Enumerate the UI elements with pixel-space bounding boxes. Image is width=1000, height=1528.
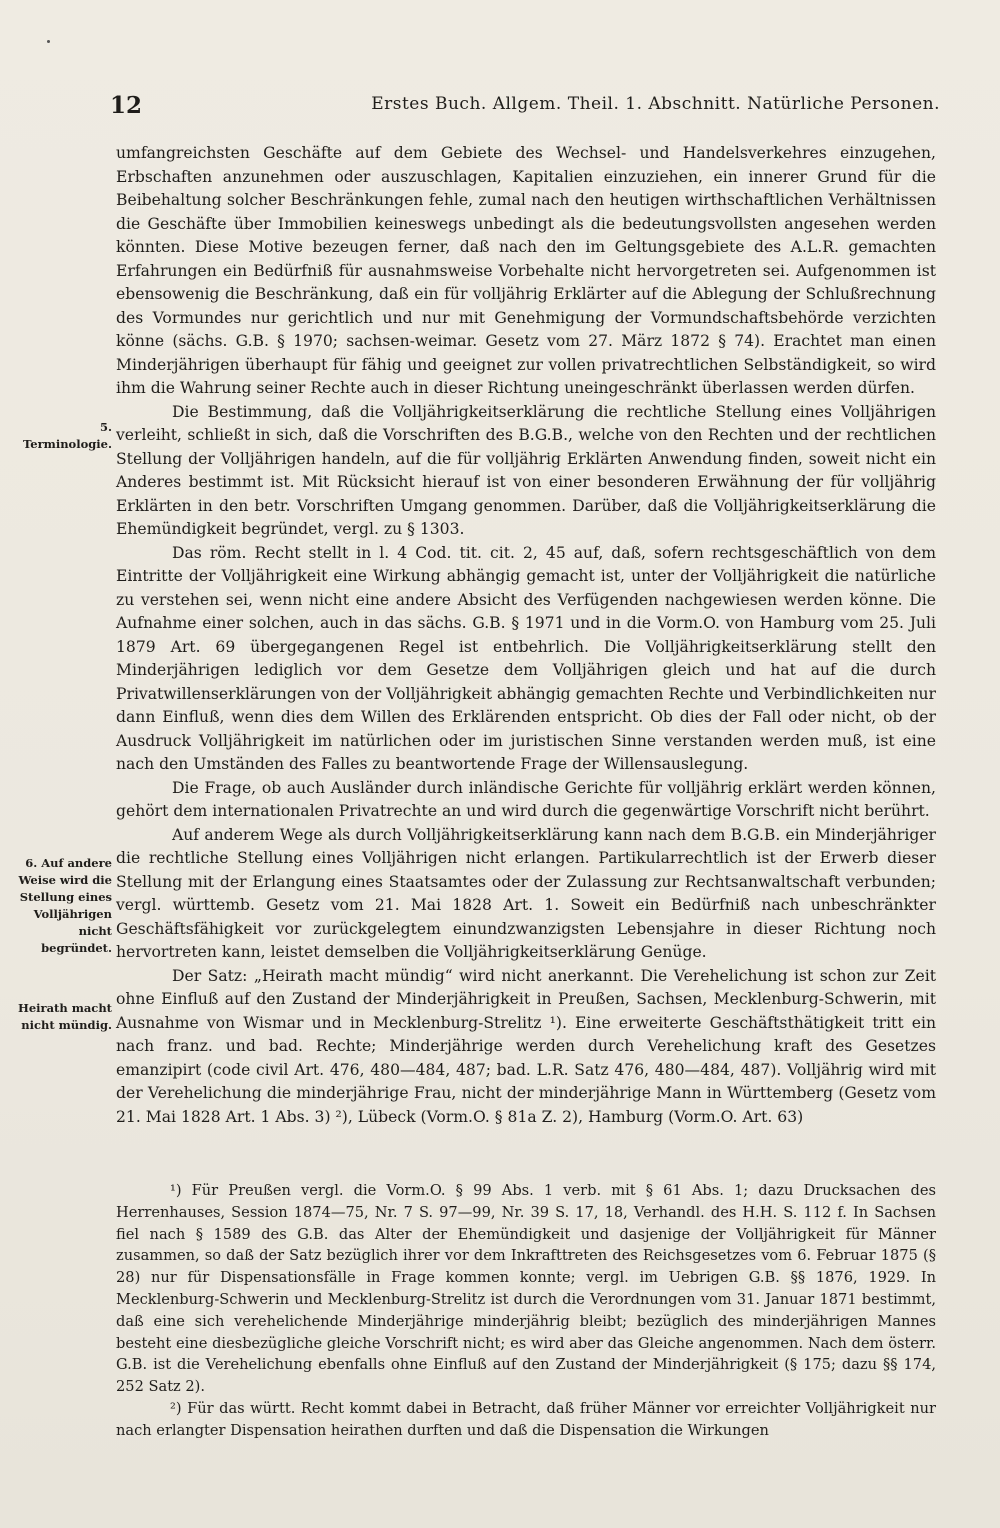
marginal-note-andere-weise: 6. Auf andere Weise wird die Stellung eines Volljährigen nicht begründet. <box>18 856 112 955</box>
footnote: ²) Für das württ. Recht kommt dabei in Betracht, daß früher Männer vor erreichter Volljährigkeit nur nach erlangter Dispensation heirathen durften und daß die Dispensation die Wirkungen <box>116 1399 936 1439</box>
page-header <box>110 90 940 126</box>
body-paragraph: Die Frage, ob auch Ausländer durch inländische Gerichte für volljährig erklärt werden können, gehört dem internationalen Privatrechte an und wird durch die gegenwärtige Vorschrift nicht berührt. <box>116 778 936 820</box>
page-number: 12 <box>110 92 143 119</box>
body-paragraph: Der Satz: „Heirath macht mündig“ wird nicht anerkannt. Die Verehelichung ist schon zur Zeit ohne Einfluß auf den Zustand der Minderjährigkeit in Preußen, Sachsen, Mecklenburg-Schwerin, mit Ausnahme von Wismar und in Mecklenburg-Strelitz ¹). Eine erweiterte Geschäftsthätigkeit tritt ein nach franz. und bad. Rechte; Minderjährige werden durch Verehelichung kraft des Gesetzes emanzipirt (code civil Art. 476, 480—484, 487; bad. L.R. Satz 476, 480—484, 487). Volljährig wird mit der Verehelichung die minderjährige Frau, nicht der minderjährige Mann in Württemberg (Gesetz vom 21. Mai 1828 Art. 1 Abs. 3) ²), Lübeck (Vorm.O. § 81a Z. 2), Hamburg (Vorm.O. Art. 63) <box>116 966 936 1126</box>
body-paragraph: umfangreichsten Geschäfte auf dem Gebiete des Wechsel- und Handelsverkehres einzugehen, Erbschaften anzunehmen oder auszuschlagen, Kapitalien einzuziehen, ein innerer Grund für die Beibehaltung solcher Beschränkungen fehle, zumal nach den heutigen wirthschaftlichen Verhältnissen die Geschäfte über Immobilien keineswegs unbedingt als die bedeutungsvollsten angesehen werden könnten. Diese Motive bezeugen ferner, daß nach den im Geltungsgebiete des A.L.R. gemachten Erfahrungen ein Bedürfniß für ausnahmsweise Vorbehalte nicht hervorgetreten sei. Aufgenommen ist ebensowenig die Beschränkung, daß ein für volljährig Erklärter auf die Ablegung der Schlußrechnung des Vormundes nur gerichtlich und nur mit Genehmigung der Vormundschaftsbehörde verzichten könne (sächs. G.B. § 1970; sachsen-weimar. Gesetz vom 27. März 1872 § 74). Erachtet man einen Minderjährigen überhaupt für fähig und geeignet zur vollen privatrechtlichen Selbständigkeit, so wird ihm die Wahrung seiner Rechte auch in dieser Richtung uneingeschränkt überlassen werden dürfen. <box>116 144 936 397</box>
body-paragraph: Das röm. Recht stellt in l. 4 Cod. tit. cit. 2, 45 auf, daß, sofern rechtsgeschäftlich von dem Eintritte der Volljährigkeit eine Wirkung abhängig gemacht ist, unter der Volljährigkeit die natürliche zu verstehen sei, wenn nicht eine andere Absicht des Verfügenden nachgewiesen werden könne. Die Aufnahme einer solchen, auch in das sächs. G.B. § 1971 und in die Vorm.O. von Hamburg vom 25. Juli 1879 Art. 69 übergegangenen Regel ist entbehrlich. Die Volljährigkeitserklärung stellt den Minderjährigen lediglich vor dem Gesetze dem Volljährigen gleich und hat auf die durch Privatwillenserklärungen von der Volljährigkeit abhängig gemachten Rechte und Verbindlichkeiten nur dann Einfluß, wenn dies dem Willen des Erklärenden entspricht. Ob dies der Fall oder nicht, ob der Ausdruck Volljährigkeit im natürlichen oder im juristischen Sinne verstanden werden muß, ist eine nach den Umständen des Falles zu beantwortende Frage der Willensauslegung. <box>116 543 936 773</box>
marginal-note-heirath: Heirath macht nicht mündig. <box>17 1001 112 1032</box>
main-text <box>116 142 936 1129</box>
running-title: Erstes Buch. Allgem. Theil. 1. Abschnitt. Natürliche Personen. <box>371 94 940 114</box>
body-paragraph: Die Bestimmung, daß die Volljährigkeitserklärung die rechtliche Stellung eines Volljährigen verleiht, schließt in sich, daß die Vorschriften des B.G.B., welche von den Rechten und der rechtlichen Stellung der Volljährigen handeln, auf die für volljährig Erklärten Anwendung finden, soweit nicht ein Anderes bestimmt ist. Mit Rücksicht hierauf ist von einer besonderen Erwähnung der für volljährig Erklärten in den betr. Vorschriften Umgang genommen. Darüber, daß die Volljährigkeitserklärung die Ehemündigkeit begründet, vergl. zu § 1303. <box>116 402 936 538</box>
body-paragraph: Auf anderem Wege als durch Volljährigkeitserklärung kann nach dem B.G.B. ein Minderjähriger die rechtliche Stellung eines Volljährigen nicht erlangen. Partikularrechtlich ist der Erwerb dieser Stellung mit der Erlangung eines Staatsamtes oder der Zulassung zur Rechtsanwaltschaft verbunden; vergl. württemb. Gesetz vom 21. Mai 1828 Art. 1. Soweit ein Bedürfniß nach unbeschränkter Geschäftsfähigkeit vor zurückgelegtem einundzwanzigsten Lebensjahre in dieser Richtung noch hervortreten kann, leistet demselben die Volljährigkeitserklärung Genüge. <box>116 825 936 961</box>
footnotes <box>116 1180 936 1442</box>
paper-speck <box>47 40 50 43</box>
footnote: ¹) Für Preußen vergl. die Vorm.O. § 99 Abs. 1 verb. mit § 61 Abs. 1; dazu Drucksachen des Herrenhauses, Session 1874—75, Nr. 7 S. 97—99, Nr. 39 S. 17, 18, Verhandl. des H.H. S. 112 f. In Sachsen fiel nach § 1589 des G.B. das Alter der Ehemündigkeit und dasjenige der Volljährigkeit für Männer zusammen, so daß der Satz bezüglich ihrer vor dem Inkrafttreten des Reichsgesetzes vom 6. Februar 1875 (§ 28) nur für Dispensationsfälle in Frage kommen konnte; vergl. im Uebrigen G.B. §§ 1876, 1929. In Mecklenburg-Schwerin und Mecklenburg-Strelitz ist durch die Verordnungen vom 31. Januar 1871 bestimmt, daß eine sich verehelichende Minderjährige minderjährig bleibt; bezüglich des minderjährigen Mannes besteht eine diesbezügliche gleiche Vorschrift nicht; es wird aber das Gleiche angenommen. Nach dem österr. G.B. ist die Verehelichung ebenfalls ohne Einfluß auf den Zustand der Minderjährigkeit (§ 175; dazu §§ 174, 252 Satz 2). <box>116 1182 936 1396</box>
marginal-note-terminologie: 5. Terminologie. <box>23 420 112 451</box>
